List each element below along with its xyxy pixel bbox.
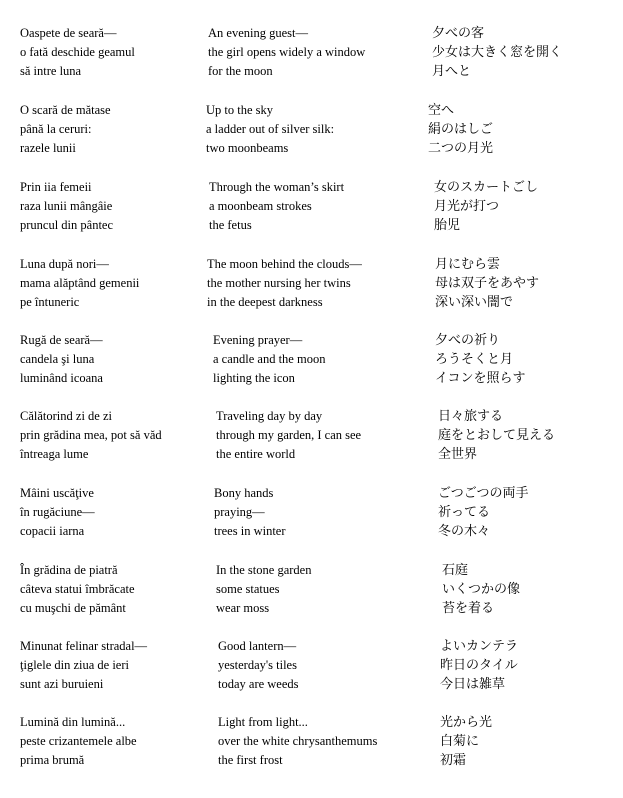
romanian-line: O scară de mătase xyxy=(20,103,111,117)
romanian-verse xyxy=(20,561,135,618)
english-line: a ladder out of silver silk: xyxy=(206,122,335,136)
romanian-line: prima brumă xyxy=(20,753,85,767)
japanese-line: 初霜 xyxy=(440,753,467,768)
japanese-verse xyxy=(442,561,520,618)
romanian-line: o fată deschide geamul xyxy=(20,45,135,59)
japanese-line: ろうそくと月 xyxy=(435,352,514,367)
english-line: An evening guest— xyxy=(208,26,308,40)
romanian-line: raza lunii mângâie xyxy=(20,199,113,213)
japanese-line: よいカンテラ xyxy=(440,639,519,654)
japanese-line: 石庭 xyxy=(442,563,469,578)
haiku-block xyxy=(0,24,623,84)
japanese-verse xyxy=(438,484,528,541)
romanian-verse xyxy=(20,484,95,541)
english-line: Traveling day by day xyxy=(216,409,323,423)
japanese-line: 白菊に xyxy=(440,734,480,749)
romanian-line: pruncul din pântec xyxy=(20,218,114,232)
japanese-line: 少女は大きく窓を開く xyxy=(432,45,563,60)
japanese-line: 苔を着る xyxy=(442,601,495,616)
romanian-verse xyxy=(20,178,113,235)
english-verse xyxy=(218,637,299,694)
english-line: In the stone garden xyxy=(216,563,312,577)
english-verse xyxy=(207,255,362,312)
english-line: a candle and the moon xyxy=(213,352,326,366)
japanese-line: 光から光 xyxy=(440,715,493,730)
romanian-line: prin grădina mea, pot să văd xyxy=(20,428,162,442)
japanese-line: 月にむら雲 xyxy=(435,257,501,272)
english-line: the mother nursing her twins xyxy=(207,276,351,290)
romanian-line: razele lunii xyxy=(20,141,76,155)
english-verse xyxy=(206,101,334,158)
english-verse xyxy=(208,24,365,81)
japanese-line: 祈ってる xyxy=(438,505,491,520)
japanese-line: 夕べの客 xyxy=(432,26,485,41)
japanese-verse xyxy=(438,407,555,464)
english-line: The moon behind the clouds— xyxy=(207,257,362,271)
romanian-line: până la ceruri: xyxy=(20,122,92,136)
english-line: Bony hands xyxy=(214,486,274,500)
english-line: Up to the sky xyxy=(206,103,274,117)
english-line: praying— xyxy=(214,505,265,519)
japanese-verse xyxy=(440,713,492,770)
romanian-line: ţiglele din ziua de ieri xyxy=(20,658,129,672)
haiku-block xyxy=(0,713,623,773)
romanian-line: să intre luna xyxy=(20,64,82,78)
haiku-block xyxy=(0,178,623,238)
japanese-line: 今日は雑草 xyxy=(440,677,506,692)
japanese-line: 庭をとおして見える xyxy=(438,428,556,443)
romanian-line: candela şi luna xyxy=(20,352,95,366)
english-line: through my garden, I can see xyxy=(216,428,362,442)
english-line: some statues xyxy=(216,582,280,596)
romanian-line: Călătorind zi de zi xyxy=(20,409,112,423)
romanian-line: sunt azi buruieni xyxy=(20,677,104,691)
english-line: Evening prayer— xyxy=(213,333,303,347)
romanian-verse xyxy=(20,331,103,388)
japanese-line: イコンを照らす xyxy=(435,371,526,386)
english-line: yesterday's tiles xyxy=(218,658,297,672)
english-line: the fetus xyxy=(209,218,252,232)
english-line: Good lantern— xyxy=(218,639,297,653)
haiku-block xyxy=(0,255,623,315)
japanese-line: 絹のはしご xyxy=(428,122,494,137)
japanese-verse xyxy=(428,101,493,158)
english-verse xyxy=(209,178,344,235)
japanese-verse xyxy=(435,331,525,388)
english-verse xyxy=(218,713,377,770)
haiku-block xyxy=(0,407,623,467)
english-line: in the deepest darkness xyxy=(207,295,323,309)
english-line: lighting the icon xyxy=(213,371,295,385)
haiku-block xyxy=(0,331,623,391)
romanian-line: Minunat felinar stradal— xyxy=(20,639,148,653)
japanese-line: 胎児 xyxy=(434,218,461,233)
japanese-line: 月へと xyxy=(432,64,472,79)
romanian-line: Prin iia femeii xyxy=(20,180,92,194)
english-verse xyxy=(216,407,361,464)
english-line: the girl opens widely a window xyxy=(208,45,366,59)
japanese-verse xyxy=(432,24,562,81)
english-verse xyxy=(213,331,325,388)
english-line: Light from light... xyxy=(218,715,308,729)
romanian-line: câteva statui îmbrăcate xyxy=(20,582,135,596)
japanese-line: 女のスカートごし xyxy=(434,180,539,195)
romanian-line: mama alăptând gemenii xyxy=(20,276,140,290)
japanese-line: 全世界 xyxy=(438,447,478,462)
romanian-line: Mâini uscăţive xyxy=(20,486,94,500)
romanian-verse xyxy=(20,24,135,81)
japanese-line: 冬の木々 xyxy=(438,524,491,539)
romanian-line: în rugăciune— xyxy=(20,505,95,519)
romanian-line: copacii iarna xyxy=(20,524,85,538)
romanian-line: Rugă de seară— xyxy=(20,333,103,347)
japanese-line: 夕べの祈り xyxy=(435,333,501,348)
japanese-verse xyxy=(440,637,518,694)
japanese-line: 空へ xyxy=(428,103,455,118)
haiku-block xyxy=(0,101,623,161)
english-verse xyxy=(216,561,311,618)
english-line: trees in winter xyxy=(214,524,286,538)
romanian-line: luminând icoana xyxy=(20,371,103,385)
romanian-line: întreaga lume xyxy=(20,447,89,461)
romanian-line: Lumină din lumină... xyxy=(20,715,126,729)
romanian-line: Luna după nori— xyxy=(20,257,109,271)
haiku-block xyxy=(0,561,623,621)
haiku-block xyxy=(0,484,623,544)
japanese-verse xyxy=(435,255,539,312)
english-line: the first frost xyxy=(218,753,283,767)
english-line: a moonbeam strokes xyxy=(209,199,312,213)
romanian-verse xyxy=(20,713,137,770)
japanese-line: 深い深い闇で xyxy=(435,295,514,310)
romanian-verse xyxy=(20,101,111,158)
romanian-line: Oaspete de seară— xyxy=(20,26,117,40)
japanese-line: 二つの月光 xyxy=(428,141,494,156)
japanese-line: いくつかの像 xyxy=(442,582,521,597)
english-line: the entire world xyxy=(216,447,296,461)
romanian-line: peste crizantemele albe xyxy=(20,734,137,748)
japanese-line: ごつごつの両手 xyxy=(438,486,529,501)
japanese-verse xyxy=(434,178,538,235)
english-line: Through the woman’s skirt xyxy=(209,180,345,194)
romanian-verse xyxy=(20,255,139,312)
haiku-block xyxy=(0,637,623,697)
english-line: wear moss xyxy=(216,601,270,615)
english-verse xyxy=(214,484,286,541)
romanian-verse xyxy=(20,407,162,464)
romanian-verse xyxy=(20,637,147,694)
japanese-line: 母は双子をあやす xyxy=(435,276,540,291)
japanese-line: 月光が打つ xyxy=(434,199,500,214)
english-line: over the white chrysanthemums xyxy=(218,734,378,748)
romanian-line: În grădina de piatră xyxy=(20,563,118,577)
english-line: today are weeds xyxy=(218,677,299,691)
japanese-line: 日々旅する xyxy=(438,409,504,424)
romanian-line: cu muşchi de pământ xyxy=(20,601,126,615)
romanian-line: pe întuneric xyxy=(20,295,80,309)
english-line: for the moon xyxy=(208,64,273,78)
japanese-line: 昨日のタイル xyxy=(440,658,518,673)
english-line: two moonbeams xyxy=(206,141,289,155)
